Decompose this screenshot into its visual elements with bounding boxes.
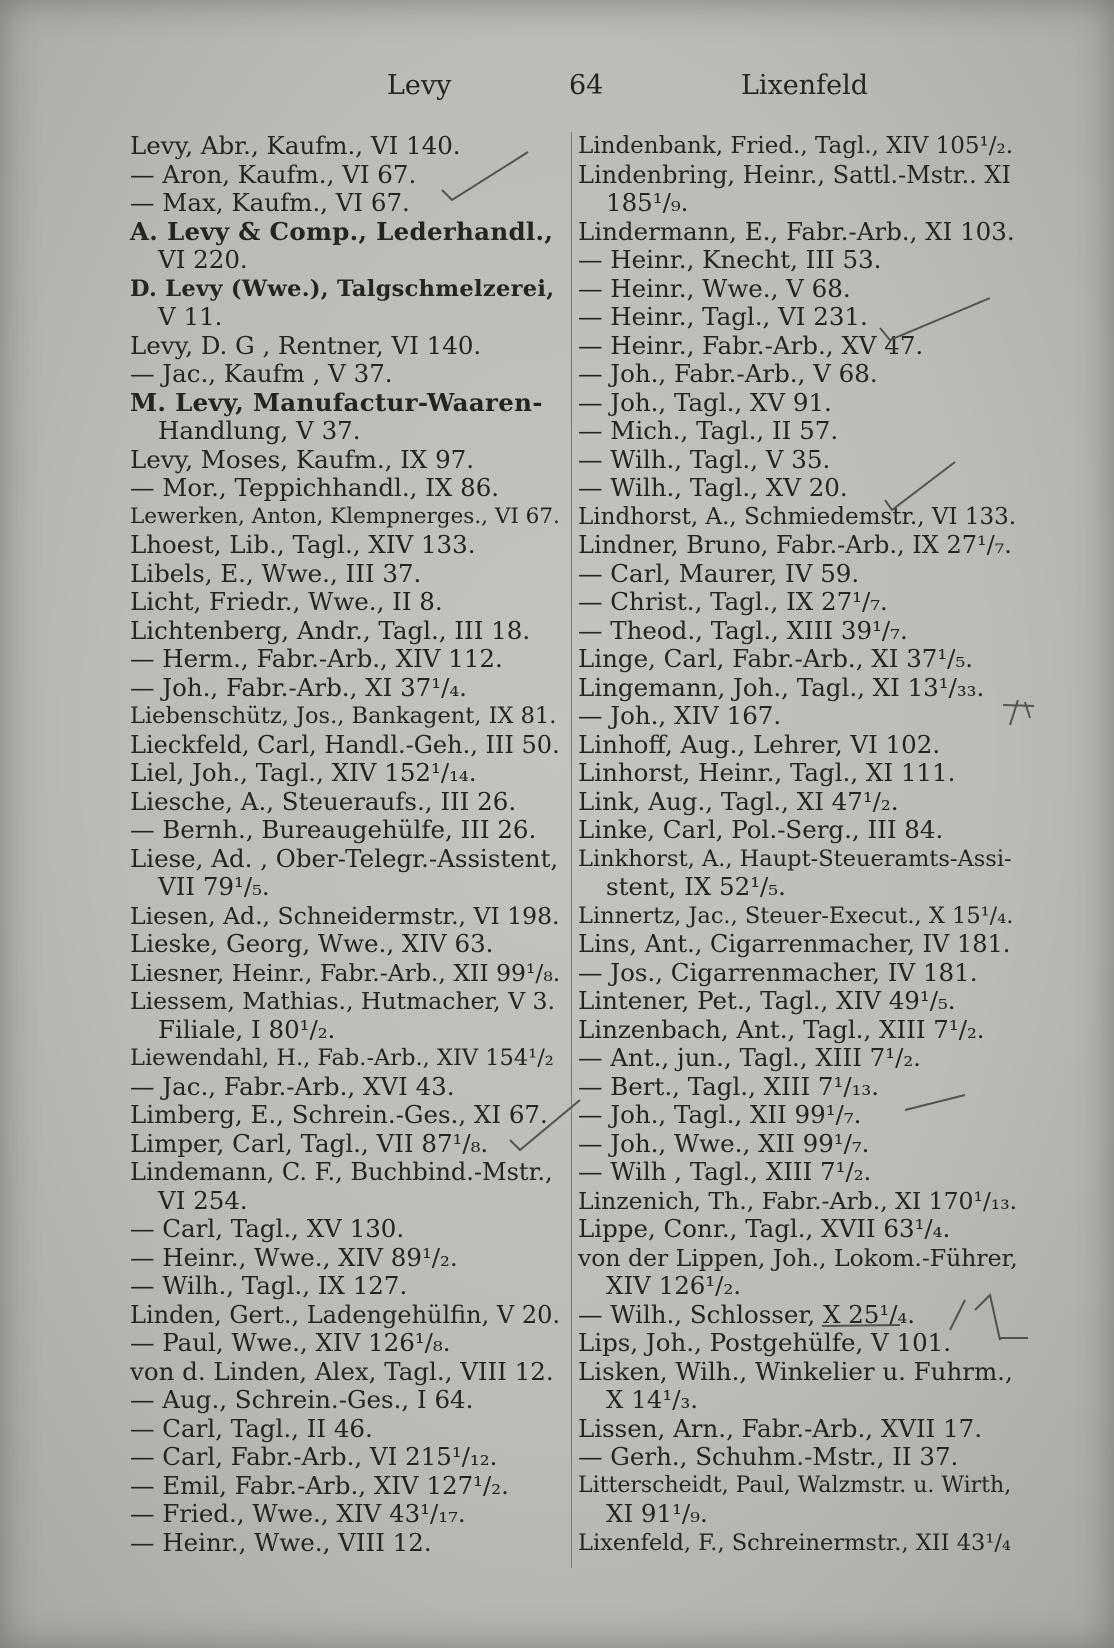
right-column-entry: Linnertz, Jac., Steuer-Execut., X 15¹/₄. (578, 902, 1014, 929)
right-column-entry: Linge, Carl, Fabr.-Arb., XI 37¹/₅. (578, 644, 974, 673)
right-column-entry: Lindenbank, Fried., Tagl., XIV 105¹/₂. (578, 133, 1014, 159)
left-column-entry: von d. Linden, Alex, Tagl., VIII 12. (130, 1356, 554, 1386)
left-column-entry: Linden, Gert., Ladengehülfin, V 20. (130, 1300, 561, 1329)
left-column-entry: Liel, Joh., Tagl., XIV 152¹/₁₄. (130, 758, 477, 787)
left-column-entry: Levy, Moses, Kaufm., IX 97. (130, 444, 475, 474)
right-column-entry: Linzenich, Th., Fabr.-Arb., XI 170¹/₁₃. (578, 1186, 1018, 1215)
left-column-entry: Liewendahl, H., Fab.-Arb., XIV 154¹/₂ (130, 1045, 554, 1071)
right-column-entry: Litterscheidt, Paul, Walzmstr. u. Wirth, (578, 1472, 1012, 1498)
left-column-entry: Lieckfeld, Carl, Handl.-Geh., III 50. (130, 730, 560, 759)
right-column-entry: — Joh., Wwe., XII 99¹/₇. (578, 1128, 870, 1158)
right-column-entry: Lindenbring, Heinr., Sattl.-Mstr.. XI (578, 160, 1011, 189)
left-column-entry: — Paul, Wwe., XIV 126¹/₈. (130, 1328, 451, 1357)
right-column-entry: XIV 126¹/₂. (606, 1271, 742, 1300)
left-column-entry: Levy, D. G , Rentner, VI 140. (130, 330, 482, 360)
right-column-entry: — Mich., Tagl., II 57. (578, 416, 839, 445)
right-column-entry: Lixenfeld, F., Schreinermstr., XII 43¹/₄ (578, 1529, 1011, 1556)
right-column-entry: — Heinr., Knecht, III 53. (578, 245, 882, 274)
right-column-entry: Linzenbach, Ant., Tagl., XIII 7¹/₂. (578, 1014, 985, 1044)
right-column-entry: — Carl, Maurer, IV 59. (578, 558, 860, 588)
right-column-entry: — Gerh., Schuhm.-Mstr., II 37. (578, 1442, 959, 1471)
left-column-entry: — Carl, Tagl., XV 130. (130, 1214, 405, 1243)
left-column-entry: — Aron, Kaufm., VI 67. (130, 159, 417, 189)
right-column-entry: Linkhorst, A., Haupt-Steueramts-Assi- (578, 845, 1012, 872)
right-column-entry: Linhorst, Heinr., Tagl., XI 111. (578, 758, 956, 787)
left-column-entry: Libels, E., Wwe., III 37. (130, 558, 422, 588)
right-column-entry: — Christ., Tagl., IX 27¹/₇. (578, 587, 888, 616)
left-column-entry: VII 79¹/₅. (158, 872, 270, 901)
right-column-entry: — Theod., Tagl., XIII 39¹/₇. (578, 615, 908, 645)
left-column-entry: Limberg, E., Schrein.-Ges., XI 67. (130, 1100, 548, 1129)
left-column-entry: Liessem, Mathias., Hutmacher, V 3. (130, 987, 555, 1015)
right-column-entry: Linke, Carl, Pol.-Serg., III 84. (578, 815, 944, 844)
left-column-entry: Liesche, A., Steueraufs., III 26. (130, 786, 517, 816)
right-column-entry: — Jos., Cigarrenmacher, IV 181. (578, 957, 978, 987)
left-column-entry: — Carl, Tagl., II 46. (130, 1413, 373, 1443)
left-column-entry: Lieske, Georg, Wwe., XIV 63. (130, 929, 494, 958)
right-column-entry: — Joh., Tagl., XV 91. (578, 387, 832, 417)
left-column-entry: — Emil, Fabr.-Arb., XIV 127¹/₂. (130, 1470, 509, 1500)
left-column-entry: — Jac., Fabr.-Arb., XVI 43. (130, 1071, 455, 1101)
left-column-entry: M. Levy, Manufactur-Waaren- (130, 387, 543, 417)
page-number: 64 (569, 70, 604, 101)
left-column-entry: Lindemann, C. F., Buchbind.-Mstr., (130, 1158, 553, 1186)
right-column-entry: Lintener, Pet., Tagl., XIV 49¹/₅. (578, 986, 956, 1015)
right-column-entry: — Bert., Tagl., XIII 7¹/₁₃. (578, 1071, 879, 1101)
right-column-entry: — Ant., jun., Tagl., XIII 7¹/₂. (578, 1043, 921, 1072)
left-column-entry: Licht, Friedr., Wwe., II 8. (130, 587, 443, 616)
right-column (578, 132, 1018, 1557)
left-column-entry: — Fried., Wwe., XIV 43¹/₁₇. (130, 1499, 466, 1528)
left-column-entry: — Wilh., Tagl., IX 127. (130, 1271, 408, 1300)
right-column-entry: Lins, Ant., Cigarrenmacher, IV 181. (578, 930, 1011, 958)
right-column-entry: — Joh., Tagl., XII 99¹/₇. (578, 1100, 862, 1129)
left-column-entry: — Heinr., Wwe., VIII 12. (130, 1527, 432, 1557)
left-column-entry: — Aug., Schrein.-Ges., I 64. (130, 1385, 474, 1414)
left-column-entry: — Mor., Teppichhandl., IX 86. (130, 473, 500, 502)
right-column-entry: — Wilh , Tagl., XIII 7¹/₂. (578, 1157, 872, 1186)
header-left-keyword: Levy (387, 70, 452, 101)
left-column (130, 132, 560, 1557)
right-column-entry: — Joh., XIV 167. (578, 701, 782, 730)
left-column-entry: D. Levy (Wwe.), Talgschmelzerei, (130, 275, 555, 302)
right-column-entry: — Wilh., Tagl., V 35. (578, 444, 831, 474)
left-column-entry: Lewerken, Anton, Klempnerges., VI 67. (130, 503, 560, 529)
page-header (0, 70, 1114, 110)
right-column-entry: Lissen, Arn., Fabr.-Arb., XVII 17. (578, 1413, 983, 1443)
left-column-entry: — Herm., Fabr.-Arb., XIV 112. (130, 644, 503, 673)
right-column-entry: Lindhorst, A., Schmiedemstr., VI 133. (578, 503, 1017, 530)
left-column-entry: Liese, Ad. , Ober-Telegr.-Assistent, (130, 843, 559, 873)
left-column-entry: Liesen, Ad., Schneidermstr., VI 198. (130, 901, 560, 930)
right-column-entry: Lisken, Wilh., Winkelier u. Fuhrm., (578, 1356, 1013, 1386)
right-column-entry: Linhoff, Aug., Lehrer, VI 102. (578, 729, 941, 759)
right-column-entry: Lindermann, E., Fabr.-Arb., XI 103. (578, 216, 1015, 246)
right-column-entry: — Heinr., Wwe., V 68. (578, 273, 851, 303)
left-column-entry: Handlung, V 37. (158, 416, 361, 445)
left-column-entry: Levy, Abr., Kaufm., VI 140. (130, 131, 461, 160)
left-column-entry: — Joh., Fabr.-Arb., XI 37¹/₄. (130, 672, 467, 702)
right-column-entry: XI 91¹/₉. (606, 1499, 708, 1528)
left-column-entry: V 11. (158, 302, 223, 331)
left-column-entry: Lichtenberg, Andr., Tagl., III 18. (130, 615, 531, 645)
left-column-entry: — Bernh., Bureaugehülfe, III 26. (130, 815, 537, 844)
right-column-entry: — Heinr., Fabr.-Arb., XV 47. (578, 330, 924, 360)
right-column-entry: — Joh., Fabr.-Arb., V 68. (578, 359, 878, 388)
left-column-entry: Limper, Carl, Tagl., VII 87¹/₈. (130, 1128, 489, 1158)
right-column-entry: — Wilh., Tagl., XV 20. (578, 473, 848, 502)
left-column-entry: VI 254. (158, 1185, 248, 1215)
left-column-entry: Liebenschütz, Jos., Bankagent, IX 81. (130, 703, 557, 729)
right-column-entry: — Wilh., Schlosser, X 25¹/₄. (578, 1299, 916, 1329)
left-column-entry: — Carl, Fabr.-Arb., VI 215¹/₁₂. (130, 1442, 498, 1471)
left-column-entry: — Heinr., Wwe., XIV 89¹/₂. (130, 1242, 458, 1272)
right-column-entry: Lindner, Bruno, Fabr.-Arb., IX 27¹/₇. (578, 531, 1012, 559)
left-column-entry: — Max, Kaufm., VI 67. (130, 188, 410, 217)
left-column-entry: Lhoest, Lib., Tagl., XIV 133. (130, 530, 476, 559)
right-column-entry: Lippe, Conr., Tagl., XVII 63¹/₄. (578, 1214, 951, 1243)
left-column-entry: Filiale, I 80¹/₂. (158, 1014, 336, 1044)
right-column-entry: Lips, Joh., Postgehülfe, V 101. (578, 1328, 952, 1357)
header-right-keyword: Lixenfeld (741, 70, 869, 101)
right-column-entry: X 14¹/₃. (606, 1385, 699, 1414)
left-column-entry: VI 220. (158, 245, 248, 274)
left-column-entry: — Jac., Kaufm , V 37. (130, 359, 393, 388)
left-column-entry: Liesner, Heinr., Fabr.-Arb., XII 99¹/₈. (130, 958, 561, 987)
left-column-entry: A. Levy & Comp., Lederhandl., (130, 216, 554, 246)
right-column-entry: — Heinr., Tagl., VI 231. (578, 302, 868, 331)
right-column-entry: von der Lippen, Joh., Lokom.-Führer, (578, 1243, 1018, 1272)
right-column-entry: Lingemann, Joh., Tagl., XI 13¹/₃₃. (578, 672, 985, 702)
column-divider (571, 132, 572, 1568)
right-column-entry: 185¹/₉. (606, 188, 689, 217)
right-column-entry: stent, IX 52¹/₅. (606, 872, 786, 901)
right-column-entry: Link, Aug., Tagl., XI 47¹/₂. (578, 786, 899, 816)
